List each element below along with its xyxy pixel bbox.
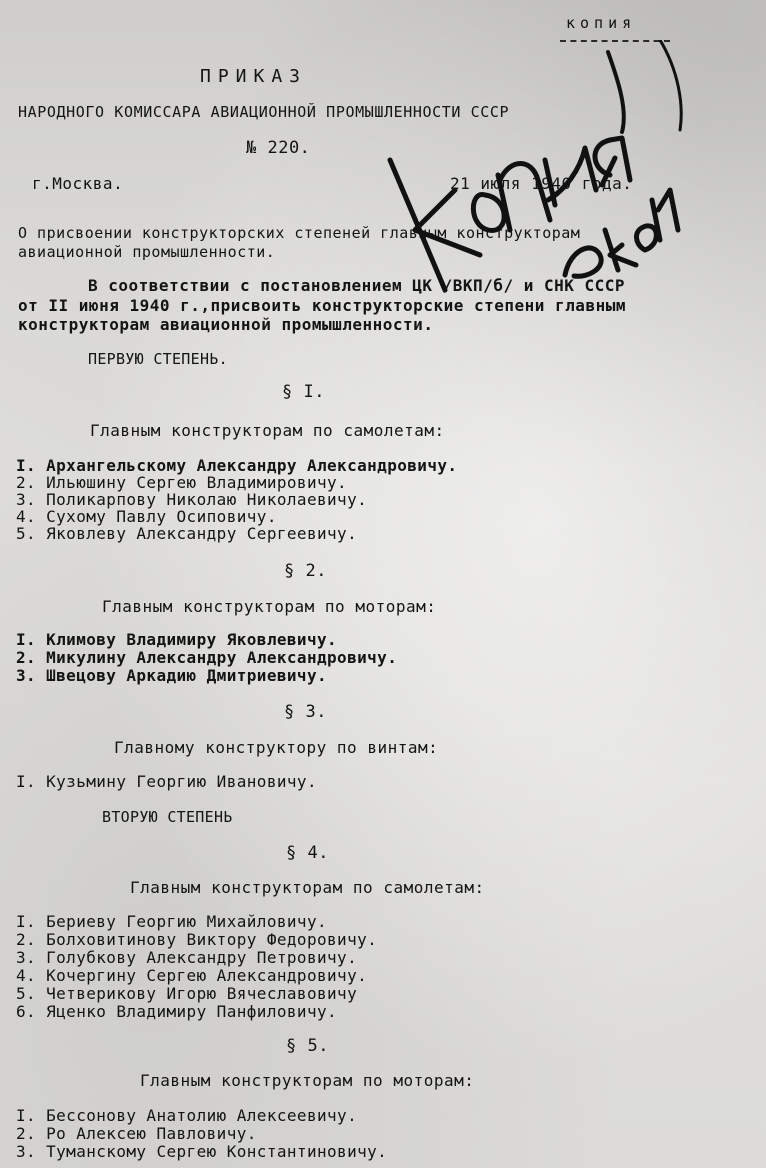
list-item: I. Бериеву Георгию Михайловичу. (16, 912, 328, 931)
section-heading: Главным конструкторам по самолетам: (90, 421, 445, 440)
section-mark: § 3. (284, 702, 327, 722)
list-item: 2. Ильюшину Сергею Владимировичу. (16, 473, 348, 492)
list-item: I. Кузьмину Георгию Ивановичу. (16, 772, 317, 791)
copy-mark: копия (566, 14, 637, 32)
section-mark: § 2. (284, 561, 327, 581)
list-item: I. Климову Владимиру Яковлевичу. (16, 630, 338, 649)
list-item: I. Бессонову Анатолию Алексеевичу. (16, 1106, 358, 1125)
section-heading: Главному конструктору по винтам: (114, 738, 439, 757)
city: г.Москва. (32, 174, 124, 193)
preamble-line-3: конструкторам авиационной промышленности. (18, 315, 434, 334)
section-mark: § 5. (286, 1036, 329, 1056)
section-mark: § 4. (286, 843, 329, 863)
subject-line-1: О присвоении конструкторских степеней главным конструкторам (18, 224, 581, 242)
second-degree-heading: ВТОРУЮ СТЕПЕНЬ (102, 808, 233, 826)
list-item: 5. Четверикову Игорю Вячеславовичу (16, 984, 358, 1003)
list-item: I. Архангельскому Александру Александровичу. (16, 456, 458, 475)
document-title: ПРИКАЗ (200, 66, 308, 87)
list-item: 4. Сухому Павлу Осиповичу. (16, 507, 277, 526)
list-item: 2. Микулину Александру Александровичу. (16, 648, 398, 667)
list-item: 4. Кочергину Сергею Александровичу. (16, 966, 368, 985)
list-item: 3. Туманскому Сергею Константиновичу. (16, 1142, 388, 1161)
section-mark: § I. (282, 382, 325, 402)
list-item: 6. Яценко Владимиру Панфиловичу. (16, 1002, 338, 1021)
first-degree-heading: ПЕРВУЮ СТЕПЕНЬ. (88, 350, 228, 368)
preamble-line-2: от II июня 1940 г.,присвоить конструкторские степени главным (18, 296, 626, 315)
order-number: № 220. (246, 138, 311, 158)
date: 21 июля 1940 года. (450, 174, 633, 193)
list-item: 3. Голубкову Александру Петровичу. (16, 948, 358, 967)
section-heading: Главным конструкторам по самолетам: (130, 878, 485, 897)
section-heading: Главным конструкторам по моторам: (140, 1071, 475, 1090)
preamble-line-1: В соответствии с постановлением ЦК /ВКП/б/ и СНК СССР (88, 276, 626, 295)
issuer-line: НАРОДНОГО КОМИССАРА АВИАЦИОННОЙ ПРОМЫШЛЕННОСТИ СССР (18, 103, 510, 121)
handwritten-annotation (360, 40, 690, 300)
list-item: 2. Болховитинову Виктору Федоровичу. (16, 930, 378, 949)
subject-line-2: авиационной промышленности. (18, 243, 276, 261)
list-item: 3. Швецову Аркадию Дмитриевичу. (16, 666, 328, 685)
list-item: 2. Ро Алексею Павловичу. (16, 1124, 257, 1143)
list-item: 5. Яковлеву Александру Сергеевичу. (16, 524, 358, 543)
section-heading: Главным конструкторам по моторам: (102, 597, 437, 616)
list-item: 3. Поликарпову Николаю Николаевичу. (16, 490, 368, 509)
